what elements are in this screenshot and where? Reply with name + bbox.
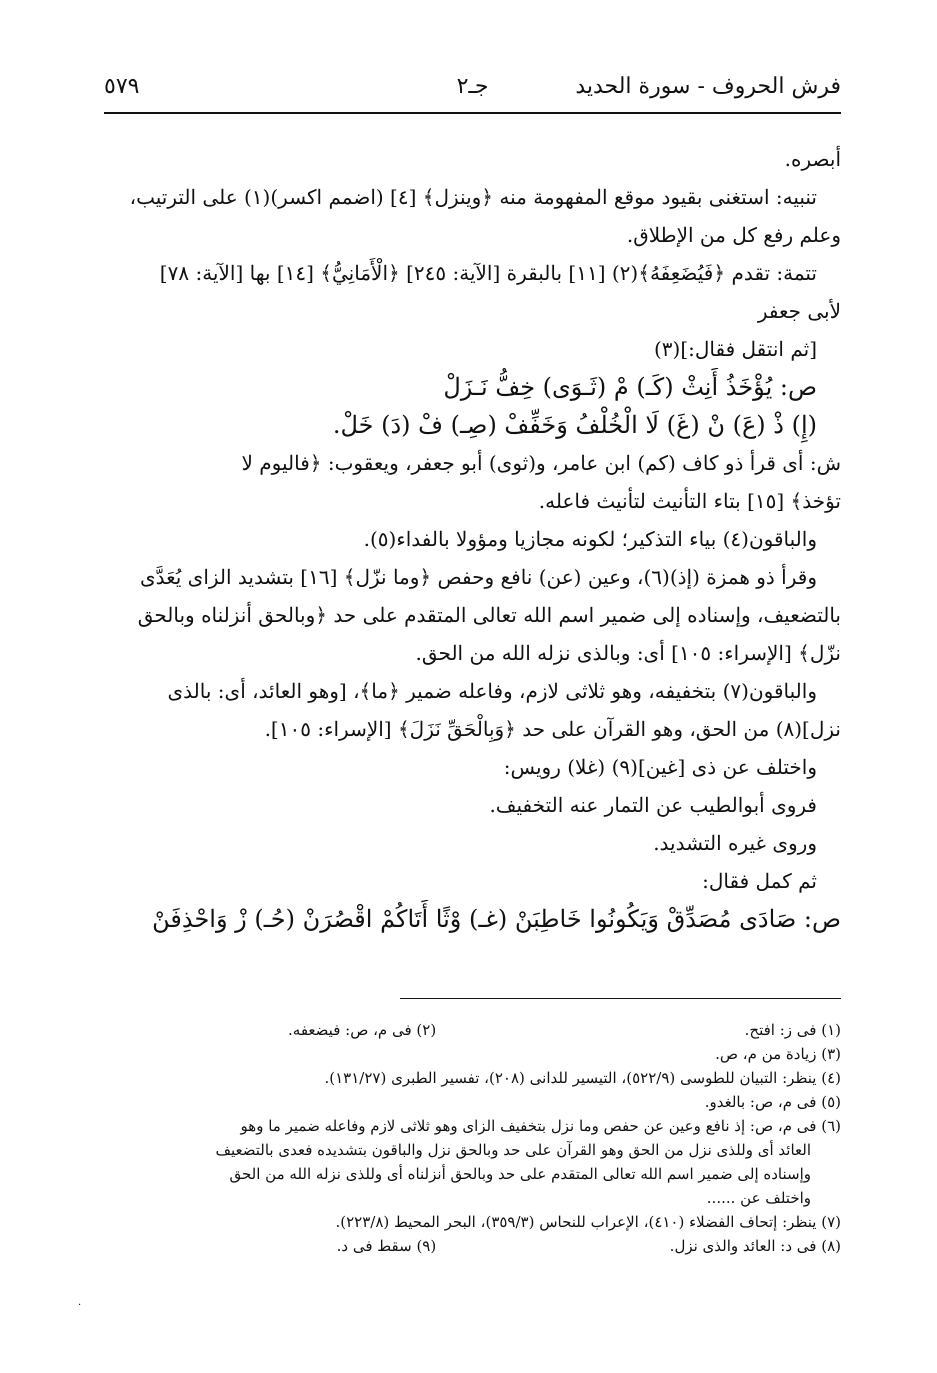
footnote: (٩) سقط فى د. (336, 1237, 437, 1255)
text-line: والباقون(٧) بتخفيفه، وهو ثلاثى لازم، وفاعله ضمير ﴿ما﴾، [وهو العائد، أى: بالذى (167, 679, 817, 703)
text-line: تنبيه: استغنى بقيود موقع المفهومة منه ﴿وينزل﴾ [٤] (اضمم اكسر)(١) على الترتيب، (129, 185, 817, 209)
volume-label: جـ٢ (456, 74, 489, 99)
text-line: نزّل﴾ [الإسراء: ١٠٥] أى: وبالذى نزله الله من الحق. (415, 641, 841, 665)
verse-line: ص: يُؤْخَذُ أَنِثْ (كَـ) مْ (ثَـوَى) خِفُّ نَـزَلْ (443, 373, 817, 401)
text-line: نزل](٨) من الحق، وهو القرآن على حد ﴿وَبِالْحَقِّ نَزَلَ﴾ [الإسراء: ١٠٥]. (264, 717, 841, 741)
text-line: والباقون(٤) بياء التذكير؛ لكونه مجازيا ومؤولا بالفداء(٥). (363, 527, 817, 551)
text-line: أبصره. (784, 147, 841, 171)
footnote: (٧) ينظر: إتحاف الفضلاء (٤١٠)، الإعراب للنحاس (٣٥٩/٣)، البحر المحيط (٢٢٣/٨). (335, 1213, 841, 1231)
footnote: (٨) فى د: العائد والذى نزل. (669, 1237, 841, 1255)
footnote: (١) فى ز: افتح. (744, 1021, 841, 1039)
footnote-row (104, 1234, 841, 1258)
footnote-row (104, 1018, 841, 1042)
footnote: (٤) ينظر: التبيان للطوسى (٥٢٢/٩)، التيسير للدانى (٢٠٨)، تفسير الطبرى (١٣١/٢٧). (324, 1069, 841, 1087)
text-line: وعلم رفع كل من الإطلاق. (626, 223, 841, 247)
text-line: تؤخذ﴾ [١٥] بتاء التأنيث لتأنيث فاعله. (538, 489, 841, 513)
text-line: تتمة: تقدم ﴿فَيُضَعِفَهُ﴾(٢) [١١] بالبقرة [الآية: ٢٤٥] ﴿الْأَمَانِيُّ﴾ [١٤] بها [الآية: ٧٨] (159, 261, 817, 285)
footnote-continuation: العائد أى وللذى نزل من الحق وهو القرآن على حد وبالحق نزل والباقون بتشديده فعدى بالتضعيف (215, 1141, 811, 1159)
running-header (104, 74, 841, 110)
footnote: (٢) فى م، ص: فيضعفه. (288, 1021, 437, 1039)
footnote-rule (400, 998, 841, 999)
scan-speck: · (78, 1300, 82, 1311)
verse-line: ص: صَادَى مُصَدِّقْ وَيَكُونُوا خَاطِبَنْ (غـ) وْثًا أَتَاكُمْ اقْصُرَنْ (حُـ) زْ وَاحْذِفَنْ (152, 905, 841, 933)
footnote: (٣) زيادة من م، ص. (715, 1045, 841, 1063)
text-line: بالتضعيف، وإسناده إلى ضمير اسم الله تعالى المتقدم على حد ﴿وبالحق أنزلناه وبالحق (137, 603, 841, 627)
footnote-continuation: وإسناده إلى ضمير اسم الله تعالى المتقدم على حد وبالحق أنزلناه أى وللذى نزله الله من الحق (229, 1165, 811, 1183)
footnote: (٥) فى م، ص: بالغدو. (704, 1093, 841, 1111)
verse-line: (إِ) ذْ (عَ) نْ (غَ) لَا الْخُلْفُ وَخَفِّفْ (صِـ) فْ (دَ) خَلْ. (332, 411, 817, 439)
page-number: ٥٧٩ (104, 74, 140, 99)
footnote: (٦) فى م، ص: إذ نافع وعين عن حفص وما نزل بتخفيف الزاى وهو ثلاثى لازم وفاعله ضمير ما وهو (240, 1117, 841, 1135)
header-title: فرش الحروف - سورة الحديد (575, 74, 841, 99)
header-rule (104, 112, 841, 114)
footnote-continuation: واختلف عن ...... (706, 1189, 811, 1207)
text-line: ثم كمل فقال: (702, 869, 817, 893)
text-line: واختلف عن ذى [غين](٩) (غلا) رويس: (503, 755, 817, 779)
text-line: ش: أى قرأ ذو كاف (كم) ابن عامر، و(ثوى) أبو جعفر، ويعقوب: ﴿فاليوم لا (241, 451, 841, 475)
text-line: [ثم انتقل فقال:](٣) (653, 337, 817, 361)
footnotes (104, 1018, 841, 1258)
main-text (104, 140, 841, 938)
text-line: وروى غيره التشديد. (653, 831, 817, 855)
text-line: فروى أبوالطيب عن التمار عنه التخفيف. (489, 793, 817, 817)
text-line: لأبى جعفر (757, 299, 841, 323)
text-line: وقرأ ذو همزة (إذ)(٦)، وعين (عن) نافع وحفص ﴿وما نزّل﴾ [١٦] بتشديد الزاى يُعَدَّى (139, 565, 817, 589)
